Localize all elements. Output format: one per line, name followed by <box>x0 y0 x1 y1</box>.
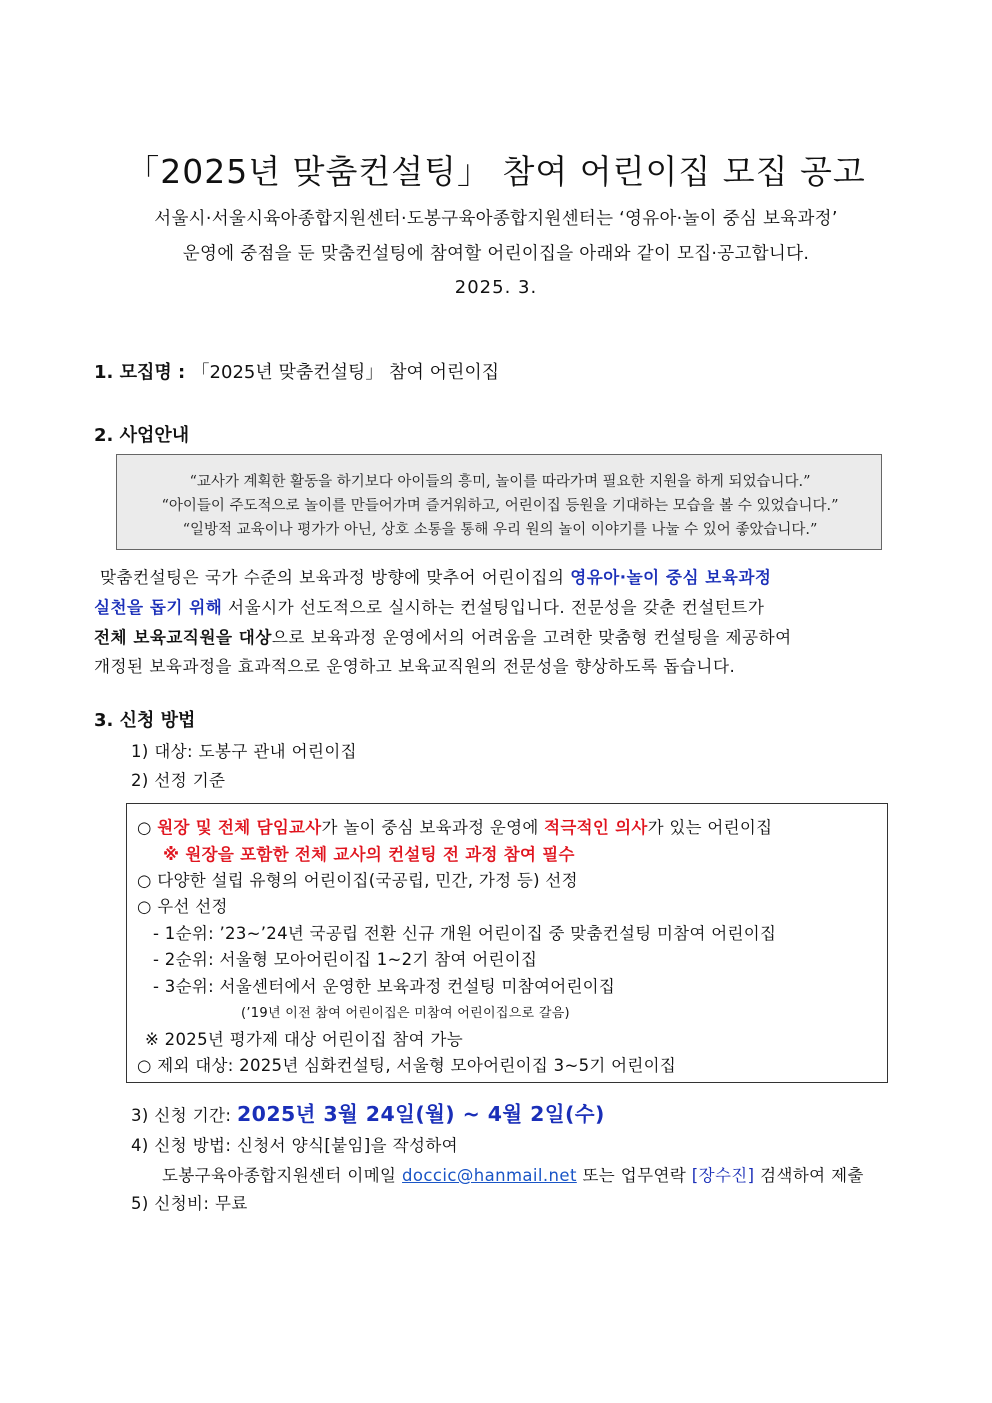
application-method-detail <box>162 1162 864 1186</box>
criteria-row: ○ 다양한 설립 유형의 어린이집(국공립, 민간, 가정 등) 선정 <box>137 871 578 890</box>
criteria-row <box>137 814 772 838</box>
description-text: 서울시가 선도적으로 실시하는 컨설팅입니다. 전문성을 갖춘 컨설턴트가 <box>222 598 765 617</box>
testimonial-quote: “교사가 계획한 활동을 하기보다 아이들의 흥미, 놀이를 따라가며 필요한 지원을 하게 되었습니다.” <box>189 474 811 490</box>
page-title: 「2025년 맞춤컨설팅」 참여 어린이집 모집 공고 <box>126 152 866 191</box>
criteria-emphasis: 원장 및 전체 담임교사 <box>157 818 322 837</box>
method-text: 검색하여 제출 <box>754 1166 864 1185</box>
criteria-row: ○ 제외 대상: 2025년 심화컨설팅, 서울형 모아어린이집 3~5기 어린이집 <box>137 1056 677 1075</box>
eligibility-item: 1) 대상: 도봉구 관내 어린이집 <box>131 742 358 761</box>
criteria-emphasis: 적극적인 의사 <box>544 818 648 837</box>
criteria-item: 2) 선정 기준 <box>131 771 226 790</box>
priority-row: - 2순위: 서울형 모아어린이집 1~2기 참여 어린이집 <box>153 950 538 969</box>
email-link[interactable]: doccic@hanmail.net <box>402 1166 577 1185</box>
circle-bullet: ○ <box>137 818 158 837</box>
criteria-note: ※ 2025년 평가제 대상 어린이집 참여 가능 <box>145 1030 463 1049</box>
description-bold: 전체 보육교직원을 대상 <box>94 628 272 647</box>
criteria-note: ※ 원장을 포함한 전체 교사의 컨설팅 전 과정 참여 필수 <box>163 845 575 864</box>
priority-note: (’19년 이전 참여 어린이집은 미참여 어린이집으로 갈음) <box>241 1006 570 1021</box>
priority-row: - 3순위: 서울센터에서 운영한 보육과정 컨설팅 미참여어린이집 <box>153 977 616 996</box>
testimonial-quote: “일방적 교육이나 평가가 아닌, 상호 소통을 통해 우리 원의 놀이 이야기를 나눌 수 있어 좋았습니다.” <box>182 522 818 538</box>
section2-heading: 2. 사업안내 <box>94 425 190 446</box>
criteria-text: 가 놀이 중심 보육과정 운영에 <box>321 818 545 837</box>
intro-line-2: 운영에 중점을 둔 맞춤컨설팅에 참여할 어린이집을 아래와 같이 모집·공고합니다. <box>182 244 810 264</box>
criteria-text: 가 있는 어린이집 <box>647 818 773 837</box>
application-fee: 5) 신청비: 무료 <box>131 1194 248 1213</box>
method-text: 도봉구육아종합지원센터 이메일 <box>162 1166 403 1185</box>
section1-title: 1. 모집명 : <box>94 362 186 383</box>
description-emphasis: 실천을 돕기 위해 <box>94 598 223 617</box>
program-description-line-4: 개정된 보육과정을 효과적으로 운영하고 보육교직원의 전문성을 향상하도록 돕습니다. <box>94 657 736 676</box>
criteria-row: ○ 우선 선정 <box>137 897 228 916</box>
description-text: 으로 보육과정 운영에서의 어려움을 고려한 맞춤형 컨설팅을 제공하여 <box>271 628 792 647</box>
program-description-line-2 <box>94 594 764 618</box>
period-value: 2025년 3월 24일(월) ~ 4월 2일(수) <box>237 1102 605 1126</box>
period-label: 3) 신청 기간: <box>131 1106 237 1125</box>
selection-criteria-box <box>126 803 888 1083</box>
method-text: 또는 업무연락 <box>576 1166 692 1185</box>
program-description-line-3 <box>94 624 792 648</box>
intro-line-1: 서울시·서울시육아종합지원센터·도봉구육아종합지원센터는 ‘영유아·놀이 중심 보육과정’ <box>154 209 838 229</box>
program-description-line-1 <box>100 564 771 588</box>
testimonial-quote: “아이들이 주도적으로 놀이를 만들어가며 즐거워하고, 어린이집 등원을 기대하는 모습을 볼 수 있었습니다.” <box>161 498 839 514</box>
section1-heading <box>94 358 499 384</box>
notice-date: 2025. 3. <box>454 277 538 298</box>
testimonial-box <box>116 454 882 550</box>
application-period <box>131 1097 605 1127</box>
application-method: 4) 신청 방법: 신청서 양식[붙임]을 작성하여 <box>131 1136 459 1155</box>
description-emphasis: 영유아·놀이 중심 보육과정 <box>570 568 772 587</box>
priority-row: - 1순위: ’23~’24년 국공립 전환 신규 개원 어린이집 중 맞춤컨설팅 미참여 어린이집 <box>153 924 777 943</box>
section1-value: 「2025년 맞춤컨설팅」 참여 어린이집 <box>191 362 500 383</box>
description-text: 맞춤컨설팅은 국가 수준의 보육과정 방향에 맞추어 어린이집의 <box>100 568 571 587</box>
section3-heading: 3. 신청 방법 <box>94 710 196 731</box>
contact-name: [장수진] <box>691 1166 755 1185</box>
